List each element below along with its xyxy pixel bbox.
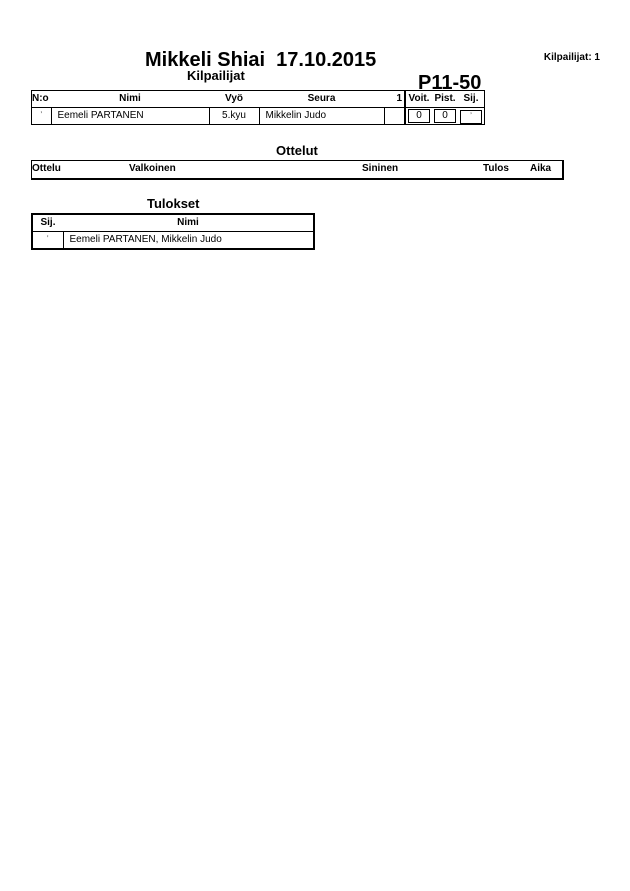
row-wins: 0 [408, 109, 430, 123]
competitor-count: Kilpailijat: 1 [543, 52, 600, 63]
event-title: Mikkeli Shiai 17.10.2015 [145, 49, 377, 71]
row-points: 0 [434, 109, 456, 123]
row-name: Eemeli PARTANEN [51, 108, 209, 125]
category-title: P11-50 [418, 72, 482, 94]
table-row [32, 108, 485, 125]
competitors-table [31, 90, 485, 125]
result-name: Eemeli PARTANEN, Mikkelin Judo [69, 234, 222, 245]
col-round: 1 [384, 91, 405, 108]
col-white: Valkoinen [129, 163, 176, 174]
col-rank: Sij. [458, 91, 485, 108]
col-result-name: Nimi [63, 214, 314, 232]
page-title [0, 26, 630, 95]
row-rank: ʼ [460, 110, 482, 124]
col-club: Seura [259, 91, 384, 108]
col-name: Nimi [51, 91, 209, 108]
matches-header [31, 160, 564, 180]
row-belt: 5.kyu [209, 108, 259, 125]
col-match: Ottelu [32, 163, 61, 174]
competitors-header-row [32, 91, 485, 108]
row-round [384, 108, 405, 125]
col-wins: Voit. [405, 91, 432, 108]
col-result: Tulos [483, 163, 509, 174]
col-result-rank: Sij. [32, 214, 63, 232]
results-title: Tulokset [147, 196, 200, 211]
col-blue: Sininen [362, 163, 399, 174]
col-no: N:o [32, 91, 52, 108]
row-club: Mikkelin Judo [259, 108, 384, 125]
col-points: Pist. [432, 91, 458, 108]
table-row [32, 232, 314, 250]
results-header-row [32, 214, 314, 232]
results-table [31, 213, 315, 250]
result-rank: ʼ [32, 232, 63, 250]
row-no: ʼ [32, 108, 52, 125]
col-time: Aika [530, 163, 552, 174]
matches-title: Ottelut [276, 143, 318, 158]
col-belt: Vyö [209, 91, 259, 108]
competitors-title: Kilpailijat [187, 68, 245, 83]
